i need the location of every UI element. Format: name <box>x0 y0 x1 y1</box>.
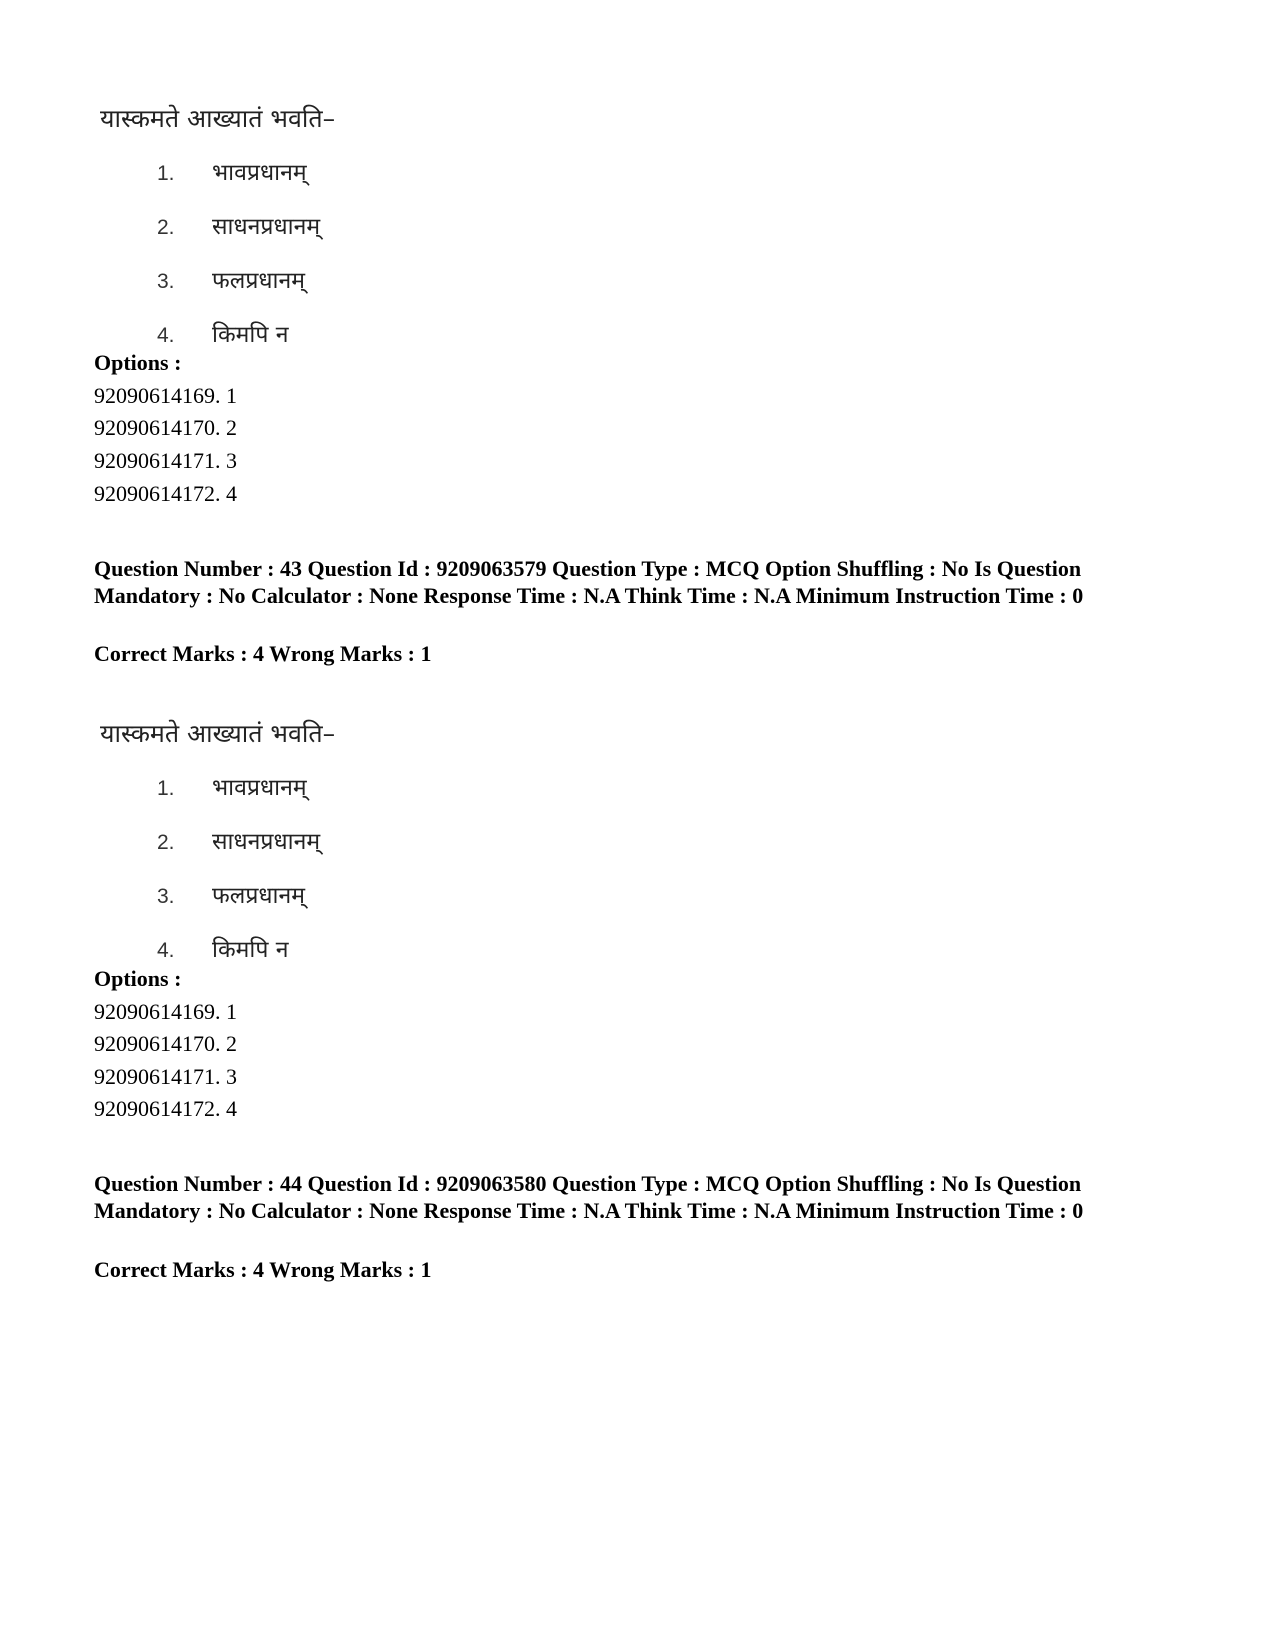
option-row: 92090614172. 4 <box>94 481 237 506</box>
choice-number: 1. <box>157 162 175 185</box>
choice-text: फलप्रधानम् <box>212 268 306 294</box>
choice-item <box>157 209 320 241</box>
option-row: 92090614170. 2 <box>94 415 237 440</box>
choice-text: किमपि न <box>212 322 289 348</box>
option-row: 92090614169. 1 <box>94 999 237 1024</box>
choice-text: भावप्रधानम् <box>212 160 307 186</box>
choice-item <box>157 824 320 856</box>
choice-item <box>157 932 288 964</box>
choice-item <box>157 263 305 295</box>
choice-text: किमपि न <box>212 937 289 963</box>
choice-number: 3. <box>157 885 175 908</box>
choice-item <box>157 155 307 187</box>
choice-number: 2. <box>157 831 175 854</box>
choice-number: 3. <box>157 270 175 293</box>
option-row: 92090614171. 3 <box>94 1064 237 1089</box>
question-meta: Question Number : 44 Question Id : 9209063580 Question Type : MCQ Option Shuffling : No Is Question Mandatory : No Calculator : None Response Time : N.A Think Time : N.A Minimum Instruction Time : 0 <box>94 1171 1084 1223</box>
choice-number: 4. <box>157 324 175 347</box>
choice-text: फलप्रधानम् <box>212 883 306 909</box>
marks-line: Correct Marks : 4 Wrong Marks : 1 <box>94 641 432 666</box>
choice-item <box>157 317 288 349</box>
choice-text: भावप्रधानम् <box>212 775 307 801</box>
choice-text: साधनप्रधानम् <box>212 214 321 240</box>
choice-number: 2. <box>157 216 175 239</box>
choice-number: 1. <box>157 777 175 800</box>
choice-text: साधनप्रधानम् <box>212 829 321 855</box>
question-meta: Question Number : 43 Question Id : 9209063579 Question Type : MCQ Option Shuffling : No Is Question Mandatory : No Calculator : None Response Time : N.A Think Time : N.A Minimum Instruction Time : 0 <box>94 556 1084 608</box>
options-heading: Options : <box>94 966 182 991</box>
question-prompt: यास्कमते आख्यातं भवति– <box>100 719 336 748</box>
question-prompt: यास्कमते आख्यातं भवति– <box>100 104 336 133</box>
choice-item <box>157 878 305 910</box>
option-row: 92090614172. 4 <box>94 1096 237 1121</box>
option-row: 92090614171. 3 <box>94 448 237 473</box>
option-row: 92090614170. 2 <box>94 1031 237 1056</box>
choice-number: 4. <box>157 939 175 962</box>
marks-line: Correct Marks : 4 Wrong Marks : 1 <box>94 1257 432 1282</box>
choice-item <box>157 770 307 802</box>
options-heading: Options : <box>94 350 182 375</box>
option-row: 92090614169. 1 <box>94 383 237 408</box>
